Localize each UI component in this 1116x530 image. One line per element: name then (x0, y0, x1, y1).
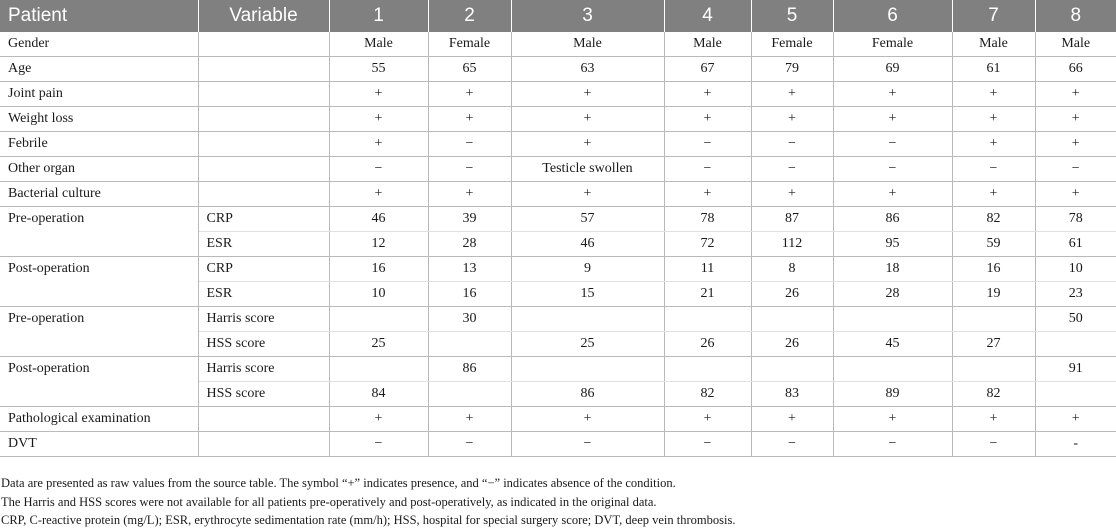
table-row (0, 357, 1116, 382)
row-value (751, 307, 833, 332)
row-value: 112 (751, 232, 833, 257)
row-variable (198, 182, 329, 207)
row-value: − (428, 432, 511, 457)
row-label: Joint pain (0, 82, 198, 107)
table-row (0, 307, 1116, 332)
row-variable (198, 82, 329, 107)
row-value: 65 (428, 57, 511, 82)
row-value: 27 (952, 332, 1035, 357)
row-value (1035, 382, 1116, 407)
row-value: 28 (833, 282, 952, 307)
row-value: Male (329, 32, 428, 57)
row-value: − (428, 132, 511, 157)
row-value: + (428, 182, 511, 207)
row-variable (198, 57, 329, 82)
row-value: 11 (664, 257, 751, 282)
row-value: + (751, 182, 833, 207)
group-label: Post-operation (0, 357, 198, 407)
row-value: + (511, 82, 664, 107)
table-row (0, 432, 1116, 457)
header-cell-patient-1: 1 (329, 0, 428, 32)
row-value: 59 (952, 232, 1035, 257)
row-value: + (511, 132, 664, 157)
row-value: Testicle swollen (511, 157, 664, 182)
table-row (0, 57, 1116, 82)
row-value: + (952, 407, 1035, 432)
row-value: 16 (952, 257, 1035, 282)
table-row (0, 32, 1116, 57)
row-value: + (329, 132, 428, 157)
row-value: - (1035, 432, 1116, 457)
row-value: + (511, 407, 664, 432)
row-value (428, 382, 511, 407)
row-value: 82 (664, 382, 751, 407)
row-value: 21 (664, 282, 751, 307)
row-label: Weight loss (0, 107, 198, 132)
row-value: 82 (952, 207, 1035, 232)
row-value: + (833, 82, 952, 107)
header-cell-patient-4: 4 (664, 0, 751, 32)
row-value: + (751, 407, 833, 432)
row-label: Pathological examination (0, 407, 198, 432)
row-value: 26 (664, 332, 751, 357)
row-variable: CRP (198, 207, 329, 232)
row-value (1035, 332, 1116, 357)
row-value: − (833, 132, 952, 157)
row-value: 86 (511, 382, 664, 407)
row-value: + (833, 407, 952, 432)
row-value: 39 (428, 207, 511, 232)
row-value: + (952, 182, 1035, 207)
table-row (0, 182, 1116, 207)
row-value: 86 (428, 357, 511, 382)
row-value: Female (751, 32, 833, 57)
row-value: 61 (952, 57, 1035, 82)
row-value: − (329, 157, 428, 182)
row-value: 18 (833, 257, 952, 282)
header-cell-variable: Variable (198, 0, 329, 32)
row-value: + (1035, 82, 1116, 107)
row-variable (198, 132, 329, 157)
row-value: 63 (511, 57, 664, 82)
row-value: 8 (751, 257, 833, 282)
row-value: + (833, 182, 952, 207)
row-label: DVT (0, 432, 198, 457)
row-value: + (428, 82, 511, 107)
group-label: Pre-operation (0, 307, 198, 357)
row-label: Gender (0, 32, 198, 57)
row-value: 26 (751, 282, 833, 307)
row-value: 45 (833, 332, 952, 357)
row-value: Male (1035, 32, 1116, 57)
row-value: − (664, 157, 751, 182)
row-value (664, 357, 751, 382)
row-value: 46 (329, 207, 428, 232)
header-cell-patient-6: 6 (833, 0, 952, 32)
row-value: − (664, 432, 751, 457)
header-cell-patient-7: 7 (952, 0, 1035, 32)
row-value: + (751, 82, 833, 107)
row-value: 69 (833, 57, 952, 82)
row-value: Male (952, 32, 1035, 57)
row-value: − (833, 157, 952, 182)
row-value: 61 (1035, 232, 1116, 257)
row-value: 25 (329, 332, 428, 357)
row-value: − (952, 432, 1035, 457)
row-value: 10 (329, 282, 428, 307)
row-value: − (511, 432, 664, 457)
row-value: 89 (833, 382, 952, 407)
row-value: − (428, 157, 511, 182)
row-value: 12 (329, 232, 428, 257)
row-value (329, 357, 428, 382)
row-value: 13 (428, 257, 511, 282)
row-value: 10 (1035, 257, 1116, 282)
row-value: Female (428, 32, 511, 57)
row-value: + (329, 107, 428, 132)
footnote-line: The Harris and HSS scores were not available for all patients pre-operatively and post-operatively, as indicated in the original data. (1, 494, 657, 509)
table-body (0, 32, 1116, 457)
row-value: 23 (1035, 282, 1116, 307)
row-value: 16 (329, 257, 428, 282)
row-variable (198, 32, 329, 57)
row-value: 50 (1035, 307, 1116, 332)
row-value: 78 (664, 207, 751, 232)
row-variable: Harris score (198, 307, 329, 332)
header-cell-patient-3: 3 (511, 0, 664, 32)
row-value: 87 (751, 207, 833, 232)
row-value: + (329, 82, 428, 107)
row-label: Febrile (0, 132, 198, 157)
row-variable: Harris score (198, 357, 329, 382)
row-value: 86 (833, 207, 952, 232)
row-label: Other organ (0, 157, 198, 182)
row-value: 30 (428, 307, 511, 332)
row-value: + (1035, 132, 1116, 157)
header-cell-patient-8: 8 (1035, 0, 1116, 32)
row-value: 19 (952, 282, 1035, 307)
row-value (833, 307, 952, 332)
row-value: − (751, 132, 833, 157)
row-value (664, 307, 751, 332)
footnote-line: CRP, C-reactive protein (mg/L); ESR, erythrocyte sedimentation rate (mm/h); HSS, hospital for special surgery score; DVT, deep vein thrombosis. (1, 513, 736, 527)
row-value: + (511, 182, 664, 207)
row-value: 28 (428, 232, 511, 257)
row-value: 46 (511, 232, 664, 257)
row-value: − (664, 132, 751, 157)
header-cell-patient: Patient (0, 0, 198, 32)
row-variable: ESR (198, 282, 329, 307)
row-value: − (1035, 157, 1116, 182)
row-value: Male (511, 32, 664, 57)
row-value: 9 (511, 257, 664, 282)
row-value: + (1035, 182, 1116, 207)
row-value: + (329, 182, 428, 207)
header-cell-patient-5: 5 (751, 0, 833, 32)
row-value: 55 (329, 57, 428, 82)
row-variable (198, 407, 329, 432)
footnote-line: Data are presented as raw values from the source table. The symbol “+” indicates presence, and “−” indicates absence of the condition. (1, 476, 676, 490)
row-value: − (952, 157, 1035, 182)
row-value (329, 307, 428, 332)
row-value (833, 357, 952, 382)
row-value (511, 357, 664, 382)
row-value: 15 (511, 282, 664, 307)
row-value: 67 (664, 57, 751, 82)
row-variable: HSS score (198, 332, 329, 357)
table-row (0, 207, 1116, 232)
row-value: 82 (952, 382, 1035, 407)
row-label: Bacterial culture (0, 182, 198, 207)
row-value: + (428, 407, 511, 432)
row-variable: ESR (198, 232, 329, 257)
row-value: 78 (1035, 207, 1116, 232)
row-value: 25 (511, 332, 664, 357)
row-value (952, 357, 1035, 382)
row-value: 26 (751, 332, 833, 357)
row-value: Female (833, 32, 952, 57)
row-variable (198, 432, 329, 457)
row-value: 84 (329, 382, 428, 407)
row-value: 91 (1035, 357, 1116, 382)
group-label: Pre-operation (0, 207, 198, 257)
row-value: + (664, 407, 751, 432)
table-footnotes (1, 474, 1113, 530)
table-row (0, 82, 1116, 107)
table-row (0, 407, 1116, 432)
row-value: 95 (833, 232, 952, 257)
table-row (0, 132, 1116, 157)
row-value: Male (664, 32, 751, 57)
table-row (0, 257, 1116, 282)
row-value: + (833, 107, 952, 132)
row-value: + (428, 107, 511, 132)
row-value: + (952, 107, 1035, 132)
row-value: + (1035, 407, 1116, 432)
row-value (751, 357, 833, 382)
row-value: + (1035, 107, 1116, 132)
row-value: + (952, 132, 1035, 157)
row-value: − (751, 432, 833, 457)
group-label: Post-operation (0, 257, 198, 307)
row-variable (198, 107, 329, 132)
row-value: 16 (428, 282, 511, 307)
header-row (0, 0, 1116, 32)
row-variable: HSS score (198, 382, 329, 407)
row-value: 79 (751, 57, 833, 82)
row-variable: CRP (198, 257, 329, 282)
row-value (428, 332, 511, 357)
row-value: 57 (511, 207, 664, 232)
table-row (0, 157, 1116, 182)
row-value: + (664, 107, 751, 132)
table-row (0, 107, 1116, 132)
row-value: − (329, 432, 428, 457)
row-value: 66 (1035, 57, 1116, 82)
row-value: + (329, 407, 428, 432)
row-value: + (751, 107, 833, 132)
row-value (511, 307, 664, 332)
row-value (952, 307, 1035, 332)
row-value: + (952, 82, 1035, 107)
header-cell-patient-2: 2 (428, 0, 511, 32)
row-value: 83 (751, 382, 833, 407)
row-label: Age (0, 57, 198, 82)
row-value: 72 (664, 232, 751, 257)
row-value: + (664, 82, 751, 107)
row-value: − (751, 157, 833, 182)
row-value: + (664, 182, 751, 207)
row-variable (198, 157, 329, 182)
row-value: − (833, 432, 952, 457)
row-value: + (511, 107, 664, 132)
